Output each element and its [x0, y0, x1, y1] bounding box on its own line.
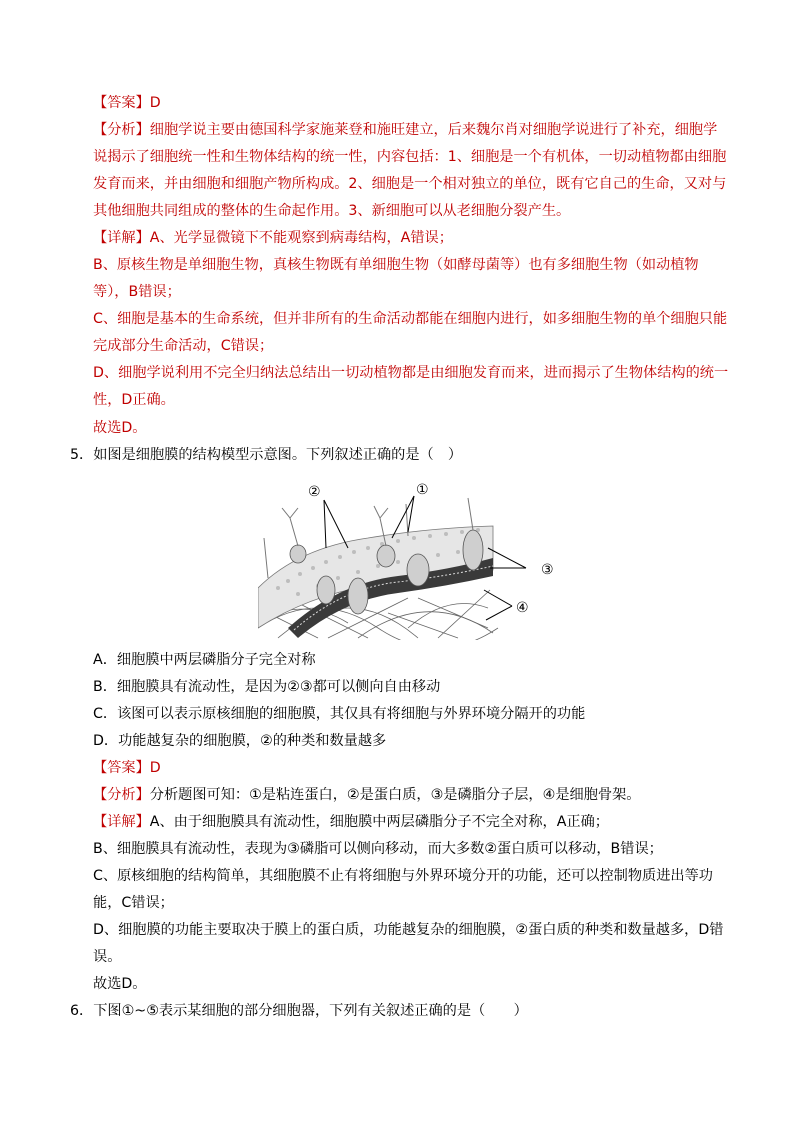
q4-analysis-line: 细胞学说主要由德国科学家施莱登和施旺建立，后来魏尔肖对细胞学说进行了补充，细胞学: [149, 122, 718, 138]
q5-detail-line: C、原核细胞的结构简单，其细胞膜不止有将细胞与外界环境分开的功能，还可以控制物质进出等功: [93, 868, 713, 884]
q6-stem: 6．下图①~⑤表示某细胞的部分细胞器，下列有关叙述正确的是（ ）: [70, 1003, 528, 1019]
q5-detail-line: 误。: [93, 949, 122, 965]
q5-answer: [93, 758, 161, 778]
q5-analysis-tag: 【分析】: [93, 787, 150, 803]
q5-detail-line: 能，C错误；: [93, 895, 174, 911]
q4-detail-line: 故选D。: [93, 420, 147, 436]
q5-answer-value: D: [149, 760, 161, 776]
figure-label-4: ④: [516, 600, 529, 616]
q5-stem: 5．如图是细胞膜的结构模型示意图。下列叙述正确的是（ ）: [70, 447, 463, 463]
q5-option-d: D．功能越复杂的细胞膜，②的种类和数量越多: [93, 733, 387, 749]
q4-detail-line: 完成部分生命活动，C错误；: [93, 338, 274, 354]
cell-membrane-figure: [258, 478, 570, 640]
q5-option-c: C．该图可以表示原核细胞的细胞膜，其仅具有将细胞与外界环境分隔开的功能: [93, 706, 586, 722]
q4-answer-value: D: [149, 95, 161, 111]
q4-detail-line: A、光学显微镜下不能观察到病毒结构，A错误；: [149, 230, 453, 246]
figure-label-3: ③: [541, 562, 554, 578]
q4-detail-line: C、细胞是基本的生命系统，但并非所有的生命活动都能在细胞内进行，如多细胞生物的单个细胞只能: [93, 311, 728, 327]
q5-detail: [93, 812, 609, 832]
q5-answer-tag: 【答案】: [93, 760, 150, 776]
q4-detail-tag: 【详解】: [93, 230, 150, 246]
q5-option-b: B．细胞膜具有流动性，是因为②③都可以侧向自由移动: [93, 679, 441, 695]
q4-analysis-line: 说揭示了细胞统一性和生物体结构的统一性，内容包括：1、细胞是一个有机体，一切动植物都由细胞: [93, 149, 727, 165]
q4-detail-line: B、原核生物是单细胞生物，真核生物既有单细胞生物（如酵母菌等）也有多细胞生物（如动植物: [93, 257, 699, 273]
q5-detail-line: 故选D。: [93, 976, 147, 992]
q5-analysis: [93, 785, 640, 805]
figure-label-1: ①: [416, 482, 429, 498]
q5-detail-line: A、由于细胞膜具有流动性，细胞膜中两层磷脂分子不完全对称，A正确；: [149, 814, 609, 830]
q4-analysis-tag: 【分析】: [93, 122, 150, 138]
q4-analysis-line: 发育而来，并由细胞和细胞产物所构成。2、细胞是一个相对独立的单位，既有它自己的生命，又对与: [93, 176, 727, 192]
q5-analysis-text: 分析题图可知：①是粘连蛋白，②是蛋白质，③是磷脂分子层，④是细胞骨架。: [149, 787, 641, 803]
q5-option-a: A．细胞膜中两层磷脂分子完全对称: [93, 652, 316, 668]
q4-analysis: [93, 120, 717, 140]
q4-analysis-line: 其他细胞共同组成的整体的生命起作用。3、新细胞可以从老细胞分裂产生。: [93, 203, 571, 219]
q4-detail-line: 性，D正确。: [93, 392, 175, 408]
q4-answer-tag: 【答案】: [93, 95, 150, 111]
q5-detail-line: B、细胞膜具有流动性，表现为③磷脂可以侧向移动，而大多数②蛋白质可以移动，B错误；: [93, 841, 663, 857]
q5-detail-line: D、细胞膜的功能主要取决于膜上的蛋白质，功能越复杂的细胞膜，②蛋白质的种类和数量越多，D错: [93, 922, 724, 938]
q4-answer: [93, 93, 161, 113]
q5-detail-tag: 【详解】: [93, 814, 150, 830]
figure-label-2: ②: [308, 484, 321, 500]
q4-detail-line: D、细胞学说利用不完全归纳法总结出一切动植物都是由细胞发育而来，进而揭示了生物体结构的统一: [93, 365, 729, 381]
q4-detail: [93, 228, 453, 248]
q4-detail-line: 等），B错误；: [93, 284, 181, 300]
